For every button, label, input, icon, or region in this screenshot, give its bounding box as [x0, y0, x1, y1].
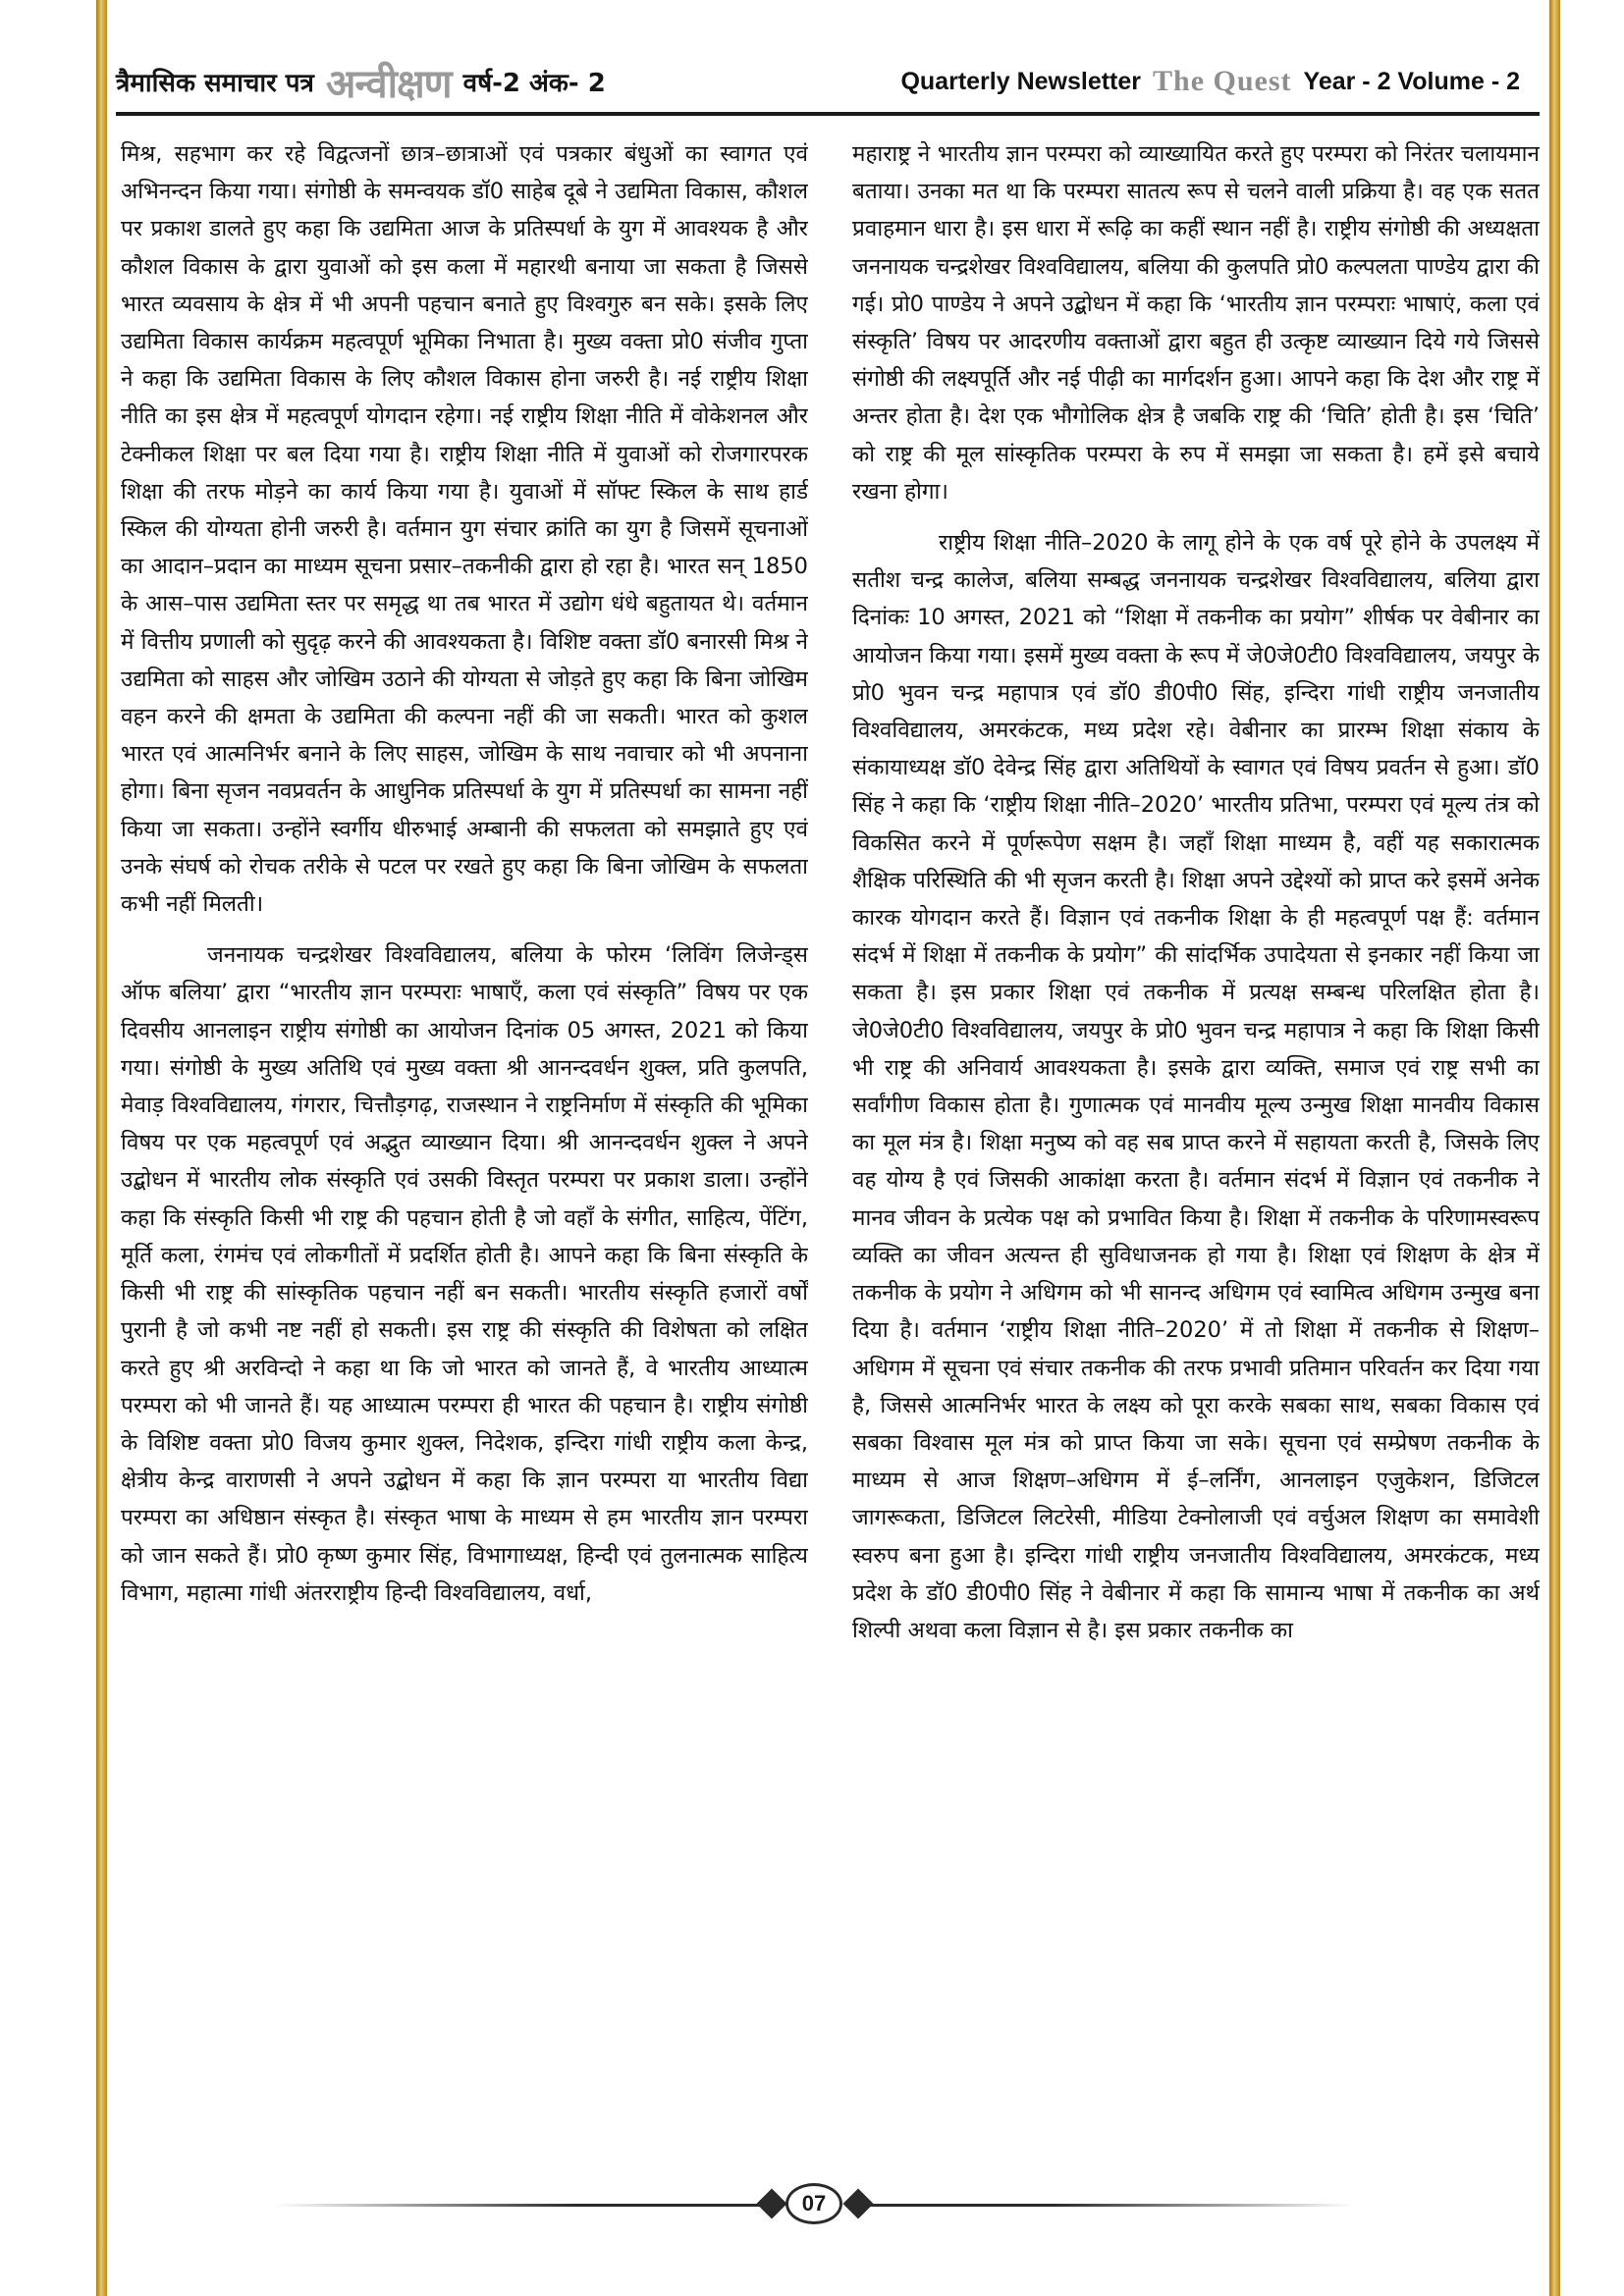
right-paragraph-1: महाराष्ट्र ने भारतीय ज्ञान परम्परा को व्याख्यायित करते हुए परम्परा को निरंतर चलायमान बताया। उनका मत था कि परम्परा सातत्य रूप से चलने वाली प्रक्रिया है। वह एक सतत प्रवाहमान धारा है। इस धारा में रूढ़ि का कहीं स्थान नहीं है। राष्ट्रीय संगोष्ठी की अध्यक्षता जननायक चन्द्रशेखर विश्वविद्यालय, बलिया की कुलपति प्रो0 कल्पलता पाण्डेय द्वारा की गई। प्रो0 पाण्डेय ने अपने उद्बोधन में कहा कि ‘भारतीय ज्ञान परम्पराः भाषाएं, कला एवं संस्कृति’ विषय पर आदरणीय वक्ताओं द्वारा बहुत ही उत्कृष्ट व्याख्यान दिये गये जिससे संगोष्ठी की लक्ष्यपूर्ति और नई पीढ़ी का मार्गदर्शन हुआ। आपने कहा कि देश और राष्ट्र में अन्तर होता है। देश एक भौगोलिक क्षेत्र है जबकि राष्ट्र की ‘चिति’ होती है। इस ‘चिति’ को राष्ट्र की मूल सांस्कृतिक परम्परा के रुप में समझा जा सकता है। हमें इसे बचाये रखना होगा। — [852, 141, 1540, 505]
footer-diamond-icon-right — [842, 2188, 873, 2218]
header-newsletter-type: त्रैमासिक समाचार पत्र — [116, 69, 314, 98]
right-paragraph-2: राष्ट्रीय शिक्षा नीति–2020 के लागू होने के एक वर्ष पूरे होने के उपलक्ष्य में सतीश चन्द्र कालेज, बलिया सम्बद्ध जननायक चन्द्रशेखर विश्वविद्यालय, बलिया द्वारा दिनांकः 10 अगस्त, 2021 को “शिक्षा में तकनीक का प्रयोग” शीर्षक पर वेबीनार का आयोजन किया गया। इसमें मुख्य वक्ता के रूप में जे0जे0टी0 विश्वविद्यालय, जयपुर के प्रो0 भुवन चन्द्र महापात्र एवं डॉ0 डी0पी0 सिंह, इन्दिरा गांधी राष्ट्रीय जनजातीय विश्वविद्यालय, अमरकंटक, मध्य प्रदेश रहे। वेबीनार का प्रारम्भ शिक्षा संकाय के संकायाध्यक्ष डॉ0 देवेन्द्र सिंह द्वारा अतिथियों के स्वागत एवं विषय प्रवर्तन से हुआ। डॉ0 सिंह ने कहा कि ‘राष्ट्रीय शिक्षा नीति–2020’ भारतीय प्रतिभा, परम्परा एवं मूल्य तंत्र को विकसित करने में पूर्णरूपेण सक्षम है। जहाँ शिक्षा माध्यम है, वहीं यह सकारात्मक शैक्षिक परिस्थिति की भी सृजन करती है। शिक्षा अपने उद्देश्यों को प्राप्त करे इसमें अनेक कारक योगदान करते हैं। विज्ञान एवं तकनीक शिक्षा के ही महत्वपूर्ण पक्ष हैं: वर्तमान संदर्भ में शिक्षा में तकनीक के प्रयोग” की सांदर्भिक उपादेयता से इनकार नहीं किया जा सकता है। इस प्रकार शिक्षा एवं तकनीक में प्रत्यक्ष सम्बन्ध परिलक्षित होता है। जे0जे0टी0 विश्वविद्यालय, जयपुर के प्रो0 भुवन चन्द्र महापात्र ने कहा कि शिक्षा किसी भी राष्ट्र की अनिवार्य आवश्यकता है। इसके द्वारा व्यक्ति, समाज एवं राष्ट्र सभी का सर्वांगीण विकास होता है। गुणात्मक एवं मानवीय मूल्य उन्मुख शिक्षा मानवीय विकास का मूल मंत्र है। शिक्षा मनुष्य को वह सब प्राप्त करने में सहायता करती है, जिसके लिए वह योग्य है एवं जिसकी आकांक्षा करता है। वर्तमान संदर्भ में विज्ञान एवं तकनीक ने मानव जीवन के प्रत्येक पक्ष को प्रभावित किया है। शिक्षा में तकनीक के परिणामस्वरूप व्यक्ति का जीवन अत्यन्त ही सुविधाजनक हो गया है। शिक्षा एवं शिक्षण के क्षेत्र में तकनीक के प्रयोग ने अधिगम को भी सानन्द अधिगम एवं स्वामित्व अधिगम उन्मुख बना दिया है। वर्तमान ‘राष्ट्रीय शिक्षा नीति–2020’ में तो शिक्षा में तकनीक से शिक्षण–अधिगम में सूचना एवं संचार तकनीक की तरफ प्रभावी प्रतिमान परिवर्तन कर दिया गया है, जिससे आत्मनिर्भर भारत के लक्ष्य को पूरा करके सबका साथ, सबका विकास एवं सबका विश्वास मूल मंत्र को प्राप्त किया जा सके। सूचना एवं सम्प्रेषण तकनीक के माध्यम से आज शिक्षण–अधिगम में ई–लर्निंग, आनलाइन एजुकेशन, डिजिटल जागरूकता, डिजिटल लिटरेसी, मीडिया टेक्नोलाजी एवं वर्चुअल शिक्षण का समावेशी स्वरुप बना हुआ है। इन्दिरा गांधी राष्ट्रीय जनजातीय विश्वविद्यालय, अमरकंटक, मध्य प्रदेश के डॉ0 डी0पी0 सिंह ने वेबीनार में कहा कि सामान्य भाषा में तकनीक का अर्थ शिल्पी अथवा कला विज्ञान से है। इस प्रकार तकनीक का — [852, 530, 1540, 1643]
footer-ornament-line-right — [854, 2204, 1355, 2207]
header-newsletter-type-en: Quarterly Newsletter — [900, 67, 1142, 95]
header-brand-hindi: अन्वीक्षण — [325, 60, 452, 107]
left-column — [121, 135, 808, 2118]
footer-diamond-icon-left — [756, 2188, 786, 2218]
header-rule — [116, 112, 1540, 116]
header-issue-hindi: वर्ष-2 अंक- 2 — [462, 69, 606, 98]
header-english — [900, 57, 1520, 106]
header-brand-english: The Quest — [1153, 65, 1292, 97]
page-header — [116, 51, 1540, 112]
left-paragraph-2: जननायक चन्द्रशेखर विश्वविद्यालय, बलिया के फोरम ‘लिविंग लिजेन्ड्स ऑफ बलिया’ द्वारा “भारतीय ज्ञान परम्पराः भाषाएँ, कला एवं संस्कृति” विषय पर एक दिवसीय आनलाइन राष्ट्रीय संगोष्ठी का आयोजन दिनांक 05 अगस्त, 2021 को किया गया। संगोष्ठी के मुख्य अतिथि एवं मुख्य वक्ता श्री आनन्दवर्धन शुक्ल, प्रति कुलपति, मेवाड़ विश्वविद्यालय, गंगरार, चित्तौड़गढ़, राजस्थान ने राष्ट्रनिर्माण में संस्कृति की भूमिका विषय पर एक महत्वपूर्ण एवं अद्भुत व्याख्यान दिया। श्री आनन्दवर्धन शुक्ल ने अपने उद्बोधन में भारतीय लोक संस्कृति एवं उसकी विस्तृत परम्परा पर प्रकाश डाला। उन्होंने कहा कि संस्कृति किसी भी राष्ट्र की पहचान होती है जो वहाँ के संगीत, साहित्य, पेंटिंग, मूर्ति कला, रंगमंच एवं लोकगीतों में प्रदर्शित होती है। आपने कहा कि बिना संस्कृति के किसी भी राष्ट्र की सांस्कृतिक पहचान नहीं बन सकती। भारतीय संस्कृति हजारों वर्षों पुरानी है जो कभी नष्ट नहीं हो सकती। इस राष्ट्र की संस्कृति की विशेषता को लक्षित करते हुए श्री अरविन्दो ने कहा था कि जो भारत को जानते हैं, वे भारतीय आध्यात्म परम्परा को भी जानते हैं। यह आध्यात्म परम्परा ही भारत की पहचान है। राष्ट्रीय संगोष्ठी के विशिष्ट वक्ता प्रो0 विजय कुमार शुक्ल, निदेशक, इन्दिरा गांधी राष्ट्रीय कला केन्द्र, क्षेत्रीय केन्द्र वाराणसी ने अपने उद्बोधन में कहा कि ज्ञान परम्परा या भारतीय विद्या परम्परा का अधिष्ठान संस्कृत है। संस्कृत भाषा के माध्यम से हम भारतीय ज्ञान परम्परा को जान सकते हैं। प्रो0 कृष्ण कुमार सिंह, विभागाध्यक्ष, हिन्दी एवं तुलनात्मक साहित्य विभाग, महात्मा गांधी अंतरराष्ट्रीय हिन्दी विश्वविद्यालय, वर्धा, — [121, 942, 808, 1606]
header-hindi — [116, 57, 606, 106]
gold-frame-right — [1549, 0, 1560, 2296]
left-paragraph-1: मिश्र, सहभाग कर रहे विद्वत्जनों छात्र–छात्राओं एवं पत्रकार बंधुओं का स्वागत एवं अभिनन्दन किया गया। संगोष्ठी के समन्वयक डॉ0 साहेब दूबे ने उद्यमिता विकास, कौशल पर प्रकाश डालते हुए कहा कि उद्यमिता आज के प्रतिस्पर्धा के युग में आवश्यक है और कौशल विकास के द्वारा युवाओं को इस कला में महारथी बनाया जा सकता है जिससे भारत व्यवसाय के क्षेत्र में भी अपनी पहचान बनाते हुए विश्वगुरु बन सके। इसके लिए उद्यमिता विकास कार्यक्रम महत्वपूर्ण भूमिका निभाता है। मुख्य वक्ता प्रो0 संजीव गुप्ता ने कहा कि उद्यमिता विकास के लिए कौशल विकास होना जरुरी है। नई राष्ट्रीय शिक्षा नीति का इस क्षेत्र में महत्वपूर्ण योगदान रहेगा। नई राष्ट्रीय शिक्षा नीति में वोकेशनल और टेक्नीकल शिक्षा पर बल दिया गया है। राष्ट्रीय शिक्षा नीति में युवाओं को रोजगारपरक शिक्षा की तरफ मोड़ने का कार्य किया गया है। युवाओं में सॉफ्ट स्किल के साथ हार्ड स्किल की योग्यता होनी जरुरी है। वर्तमान युग संचार क्रांति का युग है जिसमें सूचनाओं का आदान–प्रदान का माध्यम सूचना प्रसार–तकनीकी द्वारा हो रहा है। भारत सन् 1850 के आस–पास उद्यमिता स्तर पर समृद्ध था तब भारत में उद्योग धंधे बहुतायत थे। वर्तमान में वित्तीय प्रणाली को सुदृढ़ करने की आवश्यकता है। विशिष्ट वक्ता डॉ0 बनारसी मिश्र ने उद्यमिता को साहस और जोखिम उठाने की योग्यता से जोड़ते हुए कहा कि बिना जोखिम वहन करने की क्षमता के उद्यमिता की कल्पना नहीं की जा सकती। भारत को कुशल भारत एवं आत्मनिर्भर बनाने के लिए साहस, जोखिम के साथ नवाचार को भी अपनाना होगा। बिना सृजन नवप्रवर्तन के आधुनिक प्रतिस्पर्धा के युग में प्रतिस्पर्धा का सामना नहीं किया जा सकता। उन्होंने स्वर्गीय धीरुभाई अम्बानी की सफलता को समझाते हुए एवं उनके संघर्ष को रोचक तरीके से पटल पर रखते हुए कहा कि बिना जोखिम के सफलता कभी नहीं मिलती। — [121, 141, 808, 918]
page-number: 07 — [785, 2183, 842, 2224]
footer-ornament-line-left — [275, 2204, 776, 2207]
right-column — [852, 135, 1540, 2118]
page-footer — [275, 2181, 1355, 2228]
header-issue-english: Year - 2 Volume - 2 — [1303, 67, 1520, 95]
gold-frame-left — [96, 0, 107, 2296]
